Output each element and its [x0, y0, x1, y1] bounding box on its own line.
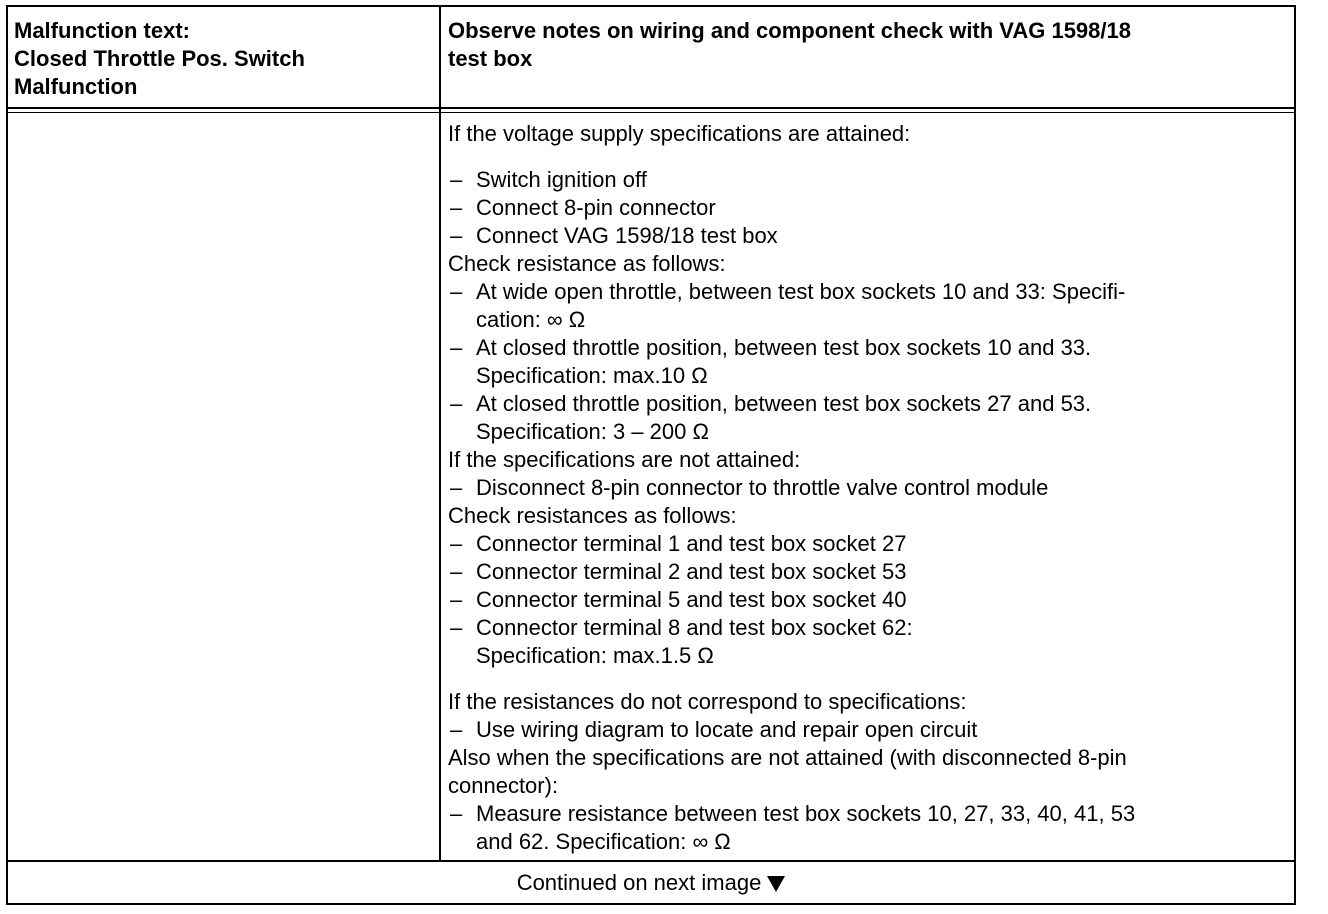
- list-item: – At closed throttle position, between test box sockets 27 and 53. Specification: 3 – 200 Ω: [450, 391, 1092, 444]
- header-divider-inner: [8, 112, 1294, 113]
- check-heading: Check resistances as follows:: [448, 503, 737, 528]
- resist-not-text: If the resistances do not correspond to specifications:: [448, 689, 967, 714]
- down-triangle-icon: [767, 876, 785, 892]
- list-item: – Measure resistance between test box sockets 10, 27, 33, 40, 41, 53 and 62. Specification: ∞ Ω: [450, 801, 1136, 854]
- list-item: – Switch ignition off: [450, 167, 647, 192]
- header-divider: [8, 107, 1294, 109]
- continued-text: Continued on next image: [516, 870, 762, 895]
- also-text: Also when the specifications are not attained (with disconnected 8-pin: [448, 745, 1127, 770]
- malfunction-header: Malfunction text: Closed Throttle Pos. Switch Malfunction: [14, 18, 305, 99]
- intro-text: If the voltage supply specifications are attained:: [448, 121, 911, 146]
- document-table: [6, 5, 1296, 905]
- continued-footer: [8, 869, 1294, 897]
- list-item: – Connect VAG 1598/18 test box: [450, 223, 778, 248]
- footer-divider: [8, 860, 1294, 862]
- also-text-cont: connector):: [448, 773, 559, 798]
- list-item: – Connector terminal 2 and test box socket 53: [450, 559, 907, 584]
- list-item: – At wide open throttle, between test box sockets 10 and 33: Specifi- cation: ∞ Ω: [450, 279, 1126, 332]
- notes-header: Observe notes on wiring and component check with VAG 1598/18 test box: [448, 18, 1131, 71]
- not-attained-text: If the specifications are not attained:: [448, 447, 801, 472]
- column-divider: [439, 7, 441, 860]
- list-item: – Connect 8-pin connector: [450, 195, 716, 220]
- list-item: – At closed throttle position, between test box sockets 10 and 33. Specification: max.10 Ω: [450, 335, 1092, 388]
- list-item: – Use wiring diagram to locate and repair open circuit: [450, 717, 978, 742]
- list-item: – Connector terminal 5 and test box socket 40: [450, 587, 907, 612]
- list-item: – Connector terminal 8 and test box socket 62: Specification: max.1.5 Ω: [450, 615, 913, 668]
- check-heading: Check resistance as follows:: [448, 251, 726, 276]
- instructions-body: [448, 120, 1288, 856]
- list-item: – Disconnect 8-pin connector to throttle valve control module: [450, 475, 1049, 500]
- list-item: – Connector terminal 1 and test box socket 27: [450, 531, 907, 556]
